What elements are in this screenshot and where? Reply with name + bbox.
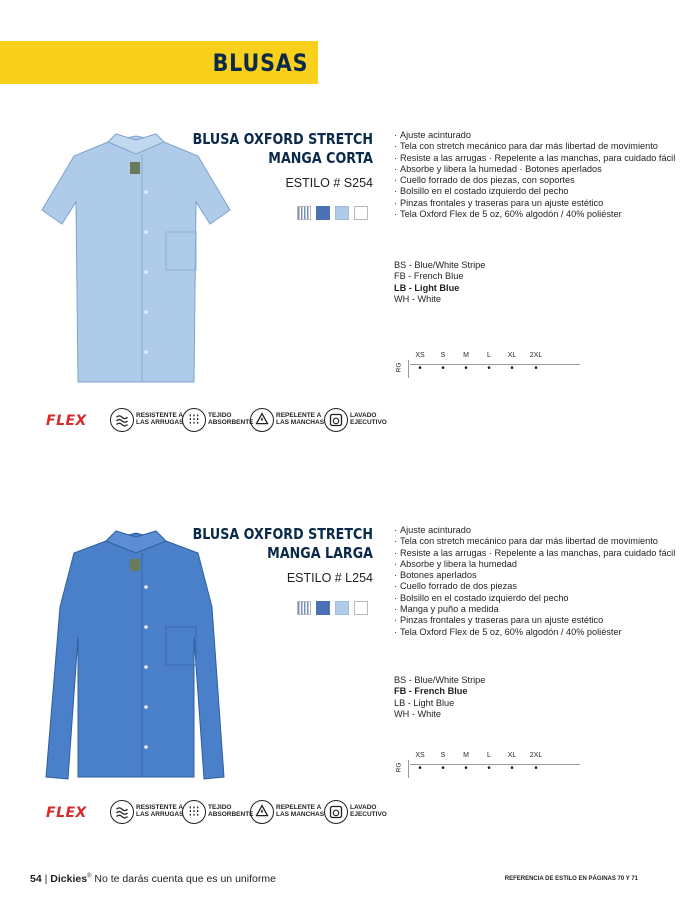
badge-text: REPELENTE A — [276, 804, 322, 811]
size-row-label: RG — [394, 360, 409, 378]
size-available-dot: • — [418, 363, 422, 374]
size-available-dot: • — [487, 363, 491, 374]
product-section-short-sleeve — [0, 120, 700, 450]
size-available-dot: • — [534, 363, 538, 374]
product-title — [193, 130, 373, 168]
feature-item: · Cuello forrado de dos piezas — [394, 581, 694, 592]
size-label: M — [463, 352, 469, 359]
swatch-light-blue[interactable] — [335, 601, 349, 615]
product-title — [193, 525, 373, 563]
size-label: M — [463, 752, 469, 759]
product-title-line1: BLUSA OXFORD STRETCH — [192, 130, 373, 148]
size-available-dot: • — [441, 763, 445, 774]
product-title-line2: MANGA LARGA — [267, 544, 373, 562]
size-available-dot: • — [534, 763, 538, 774]
size-label: XL — [507, 352, 517, 359]
color-list — [394, 675, 485, 720]
flex-logo: FLEX — [46, 805, 87, 821]
badge-text: RESISTENTE A — [136, 412, 184, 419]
badge-text: LAS ARRUGAS — [136, 811, 184, 819]
badge-text: LAS ARRUGAS — [136, 419, 184, 427]
feature-item: · Pinzas frontales y traseras para un ajuste estético — [394, 615, 694, 626]
size-available-dot: • — [464, 363, 468, 374]
feature-item: · Tela Oxford Flex de 5 oz, 60% algodón / 40% poliéster — [394, 627, 694, 638]
size-available-dot: • — [510, 763, 514, 774]
badge-text: LAVADO — [350, 412, 377, 419]
color-swatches — [297, 601, 368, 615]
badge-text: RESISTENTE A — [136, 804, 184, 811]
size-label: 2XL — [529, 752, 543, 759]
swatch-white[interactable] — [354, 206, 368, 220]
product-photo-short-sleeve-blouse — [38, 132, 234, 390]
color-item: FB - French Blue — [394, 271, 464, 282]
swatch-light-blue[interactable] — [335, 206, 349, 220]
color-item-featured: FB - French Blue — [394, 686, 468, 697]
feature-item: · Ajuste acinturado — [394, 130, 694, 141]
badge-text: REPELENTE A — [276, 412, 322, 419]
feature-item: · Cuello forrado de dos piezas, con soportes — [394, 175, 694, 186]
brand-tagline: No te darás cuenta que es un uniforme — [94, 873, 276, 885]
size-available-dot: • — [464, 763, 468, 774]
stain-repellent-icon — [250, 800, 274, 824]
flex-logo: FLEX — [46, 413, 87, 429]
color-item: WH - White — [394, 293, 441, 304]
feature-item: · Bolsillo en el costado izquierdo del pecho — [394, 186, 694, 197]
product-title-line2: MANGA CORTA — [268, 149, 373, 167]
shirt-long-sleeve-illustration — [38, 527, 234, 785]
style-number: ESTILO # L254 — [286, 571, 373, 585]
size-available-dot: • — [510, 363, 514, 374]
size-available-dot: • — [418, 763, 422, 774]
feature-item: · Manga y puño a medida — [394, 604, 694, 615]
color-item: BS - Blue/White Stripe — [394, 675, 486, 685]
badge-text: LAVADO — [350, 804, 377, 811]
style-number: ESTILO # S254 — [285, 176, 373, 190]
page-number: 54 — [30, 873, 42, 885]
category-banner — [0, 41, 318, 84]
badge-text: EJECUTIVO — [350, 419, 387, 427]
feature-item: · Botones aperlados — [394, 570, 694, 581]
size-row-label: RG — [394, 760, 409, 778]
wrinkle-resistant-icon — [110, 800, 134, 824]
feature-list — [394, 525, 694, 638]
feature-item: · Resiste a las arrugas · Repelente a las manchas, para cuidado fácil — [394, 153, 694, 164]
feature-item: · Bolsillo en el costado izquierdo del pecho — [394, 593, 694, 604]
swatch-blue-white-stripe[interactable] — [297, 601, 311, 615]
feature-item: · Tela Oxford Flex de 5 oz, 60% algodón / 40% poliéster — [394, 209, 694, 220]
product-photo-long-sleeve-blouse — [38, 527, 234, 785]
size-label: XS — [415, 352, 425, 359]
shirt-short-sleeve-illustration — [38, 132, 234, 390]
swatch-blue-white-stripe[interactable] — [297, 206, 311, 220]
brand-label — [130, 559, 140, 571]
wrinkle-resistant-icon — [110, 408, 134, 432]
color-item: BS - Blue/White Stripe — [394, 260, 486, 270]
feature-item: · Tela con stretch mecánico para dar más libertad de movimiento — [394, 141, 694, 152]
feature-item: · Pinzas frontales y traseras para un ajuste estético — [394, 198, 694, 209]
page-footer — [30, 873, 276, 885]
size-label: S — [440, 752, 446, 759]
size-available-dot: • — [441, 363, 445, 374]
feature-item: · Absorbe y libera la humedad · Botones aperlados — [394, 164, 694, 175]
executive-wash-icon — [324, 800, 348, 824]
style-reference-note: REFERENCIA DE ESTILO EN PÁGINAS 70 Y 71 — [504, 876, 638, 882]
absorbent-fabric-icon — [182, 408, 206, 432]
absorbent-fabric-icon — [182, 800, 206, 824]
swatch-french-blue[interactable] — [316, 601, 330, 615]
footer-divider: | — [44, 873, 51, 885]
feature-item: · Ajuste acinturado — [394, 525, 694, 536]
badge-text: TEJIDO — [208, 804, 232, 811]
badge-text: TEJIDO — [208, 412, 232, 419]
color-item: WH - White — [394, 708, 441, 719]
brand-name: Dickies — [50, 873, 88, 885]
color-list — [394, 260, 485, 305]
executive-wash-icon — [324, 408, 348, 432]
feature-item: · Tela con stretch mecánico para dar más libertad de movimiento — [394, 536, 694, 547]
size-label: S — [440, 352, 446, 359]
badge-text: LAS MANCHAS — [276, 811, 325, 819]
badge-text: ABSORBENTE — [208, 811, 254, 819]
stain-repellent-icon — [250, 408, 274, 432]
feature-item: · Absorbe y libera la humedad — [394, 559, 694, 570]
size-label: L — [487, 352, 491, 359]
color-swatches — [297, 206, 368, 220]
size-label: 2XL — [529, 352, 543, 359]
feature-item: · Resiste a las arrugas · Repelente a las manchas, para cuidado fácil — [394, 548, 694, 559]
product-title-line1: BLUSA OXFORD STRETCH — [192, 525, 373, 543]
color-item-featured: LB - Light Blue — [394, 282, 460, 293]
size-label: XL — [507, 752, 517, 759]
color-item: LB - Light Blue — [394, 697, 455, 708]
brand-label — [130, 162, 140, 174]
swatch-white[interactable] — [354, 601, 368, 615]
badge-text: ABSORBENTE — [208, 419, 254, 427]
registered-mark: ® — [87, 873, 92, 880]
feature-list — [394, 130, 694, 220]
size-label: XS — [415, 752, 425, 759]
size-available-dot: • — [487, 763, 491, 774]
size-label: L — [487, 752, 491, 759]
badge-text: LAS MANCHAS — [276, 419, 325, 427]
product-section-long-sleeve — [0, 515, 700, 845]
category-title: BLUSAS — [212, 49, 308, 77]
badge-text: EJECUTIVO — [350, 811, 387, 819]
swatch-french-blue[interactable] — [316, 206, 330, 220]
